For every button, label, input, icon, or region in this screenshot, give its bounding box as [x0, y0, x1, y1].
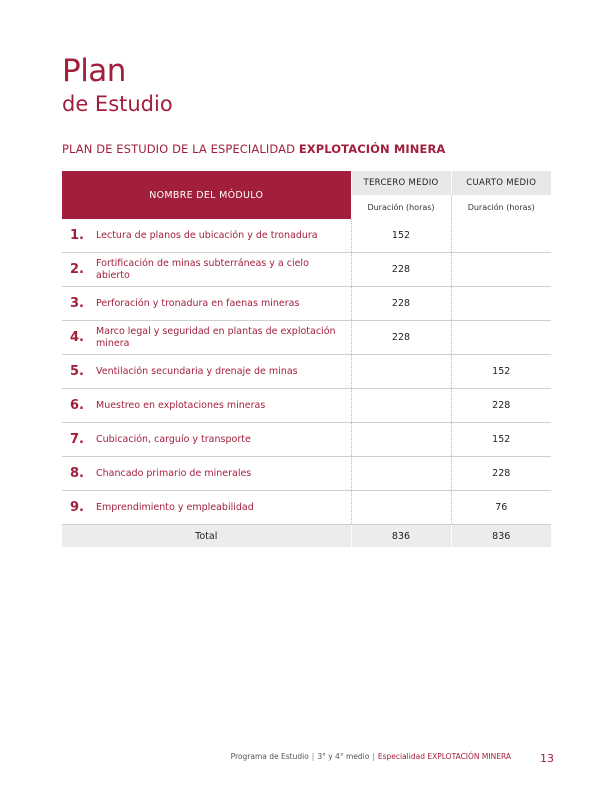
- module-row: [62, 355, 551, 389]
- section-heading-specialty: EXPLOTACIÓN MINERA: [298, 142, 446, 156]
- tercero-hours: [351, 457, 451, 491]
- page-subtitle: de Estudio: [62, 92, 173, 116]
- module-number: 5.: [70, 364, 84, 379]
- cuarto-hours: [451, 253, 551, 287]
- tercero-hours: 228: [351, 253, 451, 287]
- tercero-hours: 228: [351, 321, 451, 355]
- cuarto-hours: [451, 219, 551, 253]
- module-name: Cubicación, carguío y transporte: [96, 433, 251, 445]
- footer-separator: |: [311, 752, 315, 761]
- cuarto-hours: 228: [451, 457, 551, 491]
- module-number: 6.: [70, 398, 84, 413]
- module-number: 1.: [70, 228, 84, 243]
- module-row: [62, 389, 551, 423]
- cuarto-duration-header: Duración (horas): [451, 195, 551, 219]
- module-cell: [62, 491, 351, 525]
- module-row: [62, 287, 551, 321]
- section-heading-prefix: PLAN DE ESTUDIO DE LA ESPECIALIDAD: [62, 142, 299, 156]
- module-number: 2.: [70, 262, 84, 277]
- module-name: Muestreo en explotaciones mineras: [96, 399, 266, 411]
- page-number: 13: [540, 752, 554, 765]
- cuarto-hours: 76: [451, 491, 551, 525]
- module-cell: [62, 219, 351, 253]
- module-name: Marco legal y seguridad en plantas de explotación minera: [96, 325, 336, 349]
- tercero-duration-header: Duración (horas): [351, 195, 451, 219]
- module-row: [62, 253, 551, 287]
- cuarto-hours: [451, 321, 551, 355]
- footer-level: 3° y 4° medio: [317, 752, 370, 761]
- cuarto-medio-header: CUARTO MEDIO: [451, 171, 551, 195]
- module-number: 4.: [70, 330, 84, 345]
- footer-program: Programa de Estudio: [230, 752, 309, 761]
- total-tercero: 836: [351, 525, 451, 548]
- page-title: Plan: [62, 53, 126, 89]
- tercero-hours: [351, 423, 451, 457]
- total-row: [62, 525, 551, 548]
- module-cell: [62, 287, 351, 321]
- tercero-hours: [351, 389, 451, 423]
- cuarto-hours: [451, 287, 551, 321]
- module-name-header: NOMBRE DEL MÓDULO: [62, 171, 351, 219]
- module-number: 7.: [70, 432, 84, 447]
- module-row: [62, 321, 551, 355]
- footer-specialty-name: EXPLOTACIÓN MINERA: [427, 752, 511, 761]
- module-cell: [62, 457, 351, 491]
- module-row: [62, 491, 551, 525]
- module-cell: [62, 423, 351, 457]
- module-cell: [62, 253, 351, 287]
- module-row: [62, 423, 551, 457]
- tercero-hours: [351, 491, 451, 525]
- module-name: Emprendimiento y empleabilidad: [96, 501, 254, 513]
- cuarto-hours: 228: [451, 389, 551, 423]
- module-number: 8.: [70, 466, 84, 481]
- module-row: [62, 457, 551, 491]
- module-name: Chancado primario de minerales: [96, 467, 252, 479]
- section-heading: [62, 142, 445, 156]
- footer-separator: |: [372, 752, 375, 761]
- total-label: Total: [62, 525, 351, 548]
- module-row: [62, 219, 551, 253]
- tercero-hours: 152: [351, 219, 451, 253]
- module-name: Perforación y tronadura en faenas mineras: [96, 297, 300, 309]
- module-number: 9.: [70, 500, 84, 515]
- module-cell: [62, 321, 351, 355]
- tercero-hours: [351, 355, 451, 389]
- cuarto-hours: 152: [451, 423, 551, 457]
- study-plan-table: [62, 171, 551, 547]
- cuarto-hours: 152: [451, 355, 551, 389]
- page-footer: [0, 752, 511, 761]
- tercero-medio-header: TERCERO MEDIO: [351, 171, 451, 195]
- module-cell: [62, 389, 351, 423]
- footer-specialty-prefix: Especialidad: [377, 752, 428, 761]
- module-name: Fortificación de minas subterráneas y a cielo abierto: [96, 257, 309, 281]
- tercero-hours: 228: [351, 287, 451, 321]
- module-name: Lectura de planos de ubicación y de tronadura: [96, 229, 318, 241]
- module-name: Ventilación secundaria y drenaje de minas: [96, 365, 298, 377]
- module-number: 3.: [70, 296, 84, 311]
- module-cell: [62, 355, 351, 389]
- total-cuarto: 836: [451, 525, 551, 548]
